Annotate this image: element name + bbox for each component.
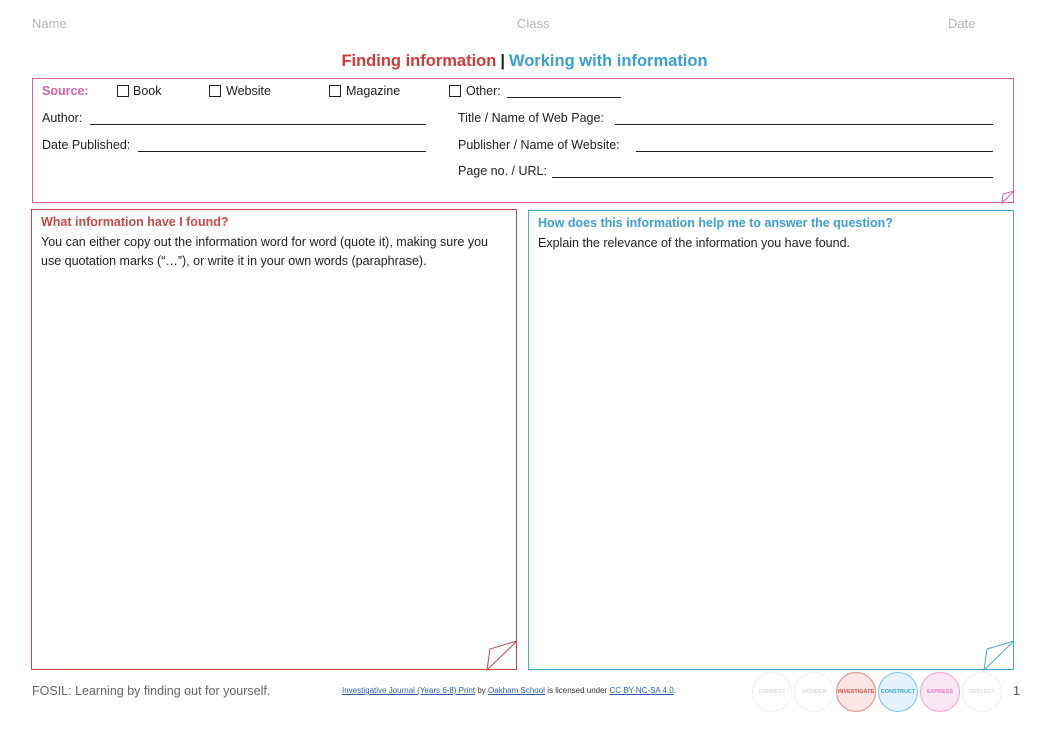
page-number: 1 [1013,684,1020,698]
website-checkbox[interactable] [209,85,221,97]
license-by: by [477,686,486,695]
page-curl-icon [1001,190,1015,204]
information-found-box[interactable] [31,209,517,670]
book-checkbox[interactable] [117,85,129,97]
title-web-page-input-line[interactable] [615,124,993,125]
license-end: . [673,686,676,695]
other-option-label: Other: [466,84,501,98]
stage-express-icon: EXPRESS [920,672,960,712]
title-working: Working with information [508,52,708,70]
author-label: Author: [42,111,83,125]
author-input-line[interactable] [90,124,426,125]
other-checkbox[interactable] [449,85,461,97]
information-found-instructions: You can either copy out the information word for word (quote it), making sure you use quotation marks (“…”), or write it in your own words (paraphrase). [41,235,488,268]
stage-reflect-icon: REFLECT [962,672,1002,712]
stage-construct-icon: CONSTRUCT [878,672,918,712]
magazine-option-label: Magazine [346,84,401,98]
author-link[interactable]: Oakham School [488,686,545,695]
work-link[interactable]: Investigative Journal (Years 6-8) Print [342,686,476,695]
website-option-label: Website [226,84,271,98]
footer-tagline: FOSIL: Learning by finding out for yourself. [32,684,271,698]
magazine-checkbox[interactable] [329,85,341,97]
stage-investigate-icon: INVESTIGATE [836,672,876,712]
license-mid: is licensed under [547,686,608,695]
page-url-input-line[interactable] [552,177,993,178]
stage-wonder-icon: WONDER [794,672,834,712]
page-title [0,52,1049,71]
relevance-heading: How does this information help me to answer the question? [538,216,893,230]
title-web-page-label: Title / Name of Web Page: [458,111,604,125]
relevance-instructions: Explain the relevance of the information you have found. [538,236,851,250]
date-label: Date [948,16,976,31]
license-notice [342,686,676,695]
page-curl-icon [983,640,1015,671]
other-input-line[interactable] [507,97,621,98]
title-finding: Finding information [341,52,497,70]
date-published-input-line[interactable] [138,151,426,152]
source-label: Source: [42,84,89,98]
license-link[interactable]: CC BY-NC-SA 4.0 [609,686,674,695]
publisher-label: Publisher / Name of Website: [458,138,620,152]
stage-connect-icon: CONNECT [752,672,792,712]
page-curl-icon [486,640,518,671]
title-separator: | [500,52,505,70]
publisher-input-line[interactable] [636,151,993,152]
date-published-label: Date Published: [42,138,131,152]
name-label: Name [32,16,67,31]
page-url-label: Page no. / URL: [458,164,547,178]
class-label: Class [517,16,550,31]
relevance-box[interactable] [528,210,1014,670]
book-option-label: Book [133,84,162,98]
information-found-heading: What information have I found? [41,215,229,229]
